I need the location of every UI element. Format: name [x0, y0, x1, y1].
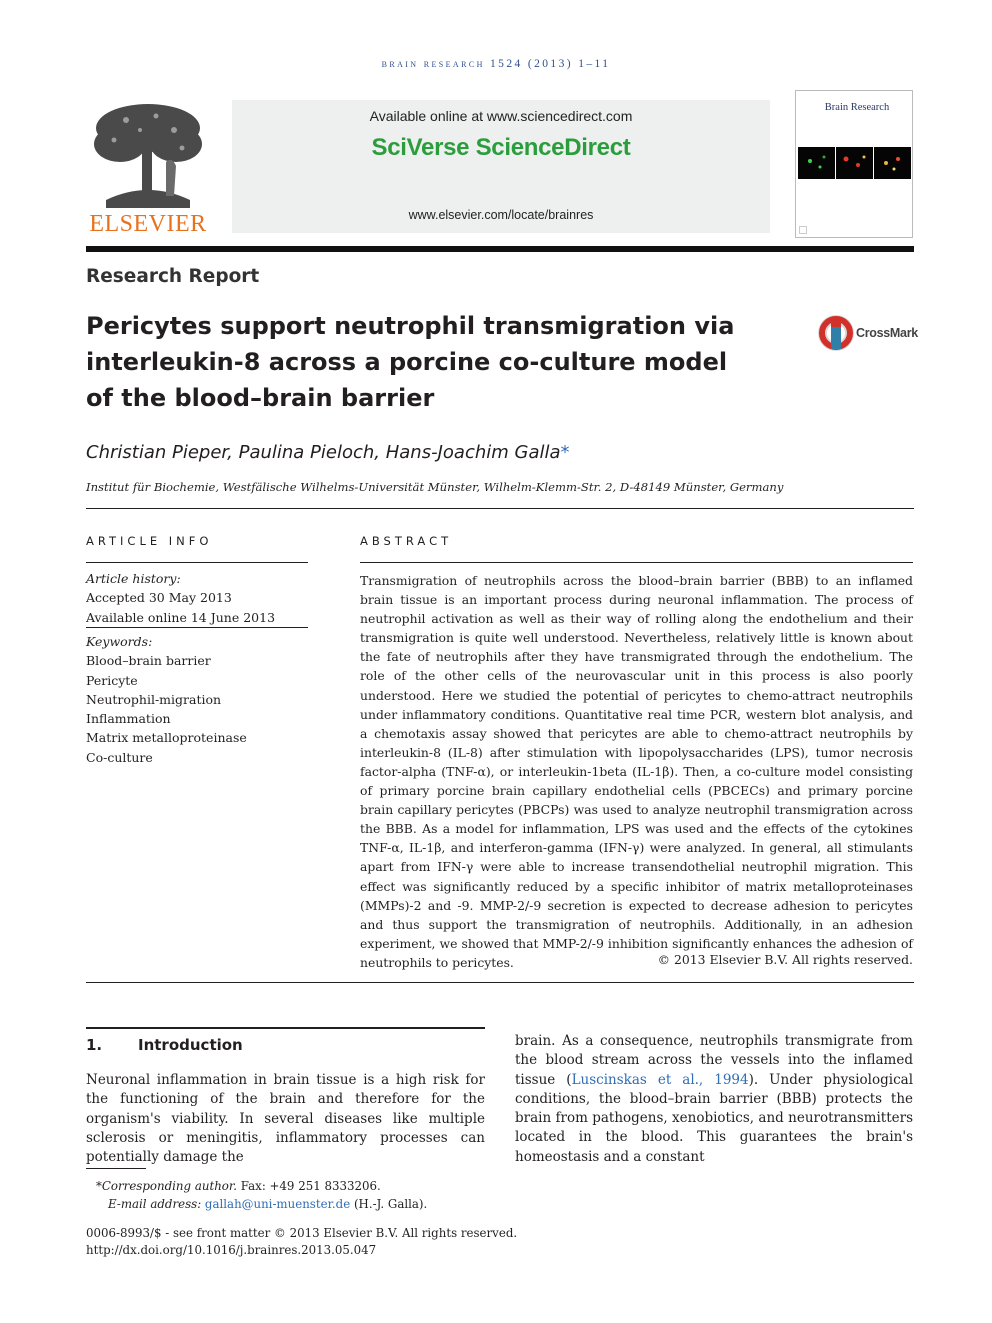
corresponding-author-marker[interactable]: * — [560, 442, 570, 463]
title-line: interleukin-8 across a porcine co-culture model — [86, 348, 728, 376]
sciencedirect-brand: SciVerse ScienceDirect — [371, 134, 631, 161]
issn-line: 0006-8993/$ - see front matter © 2013 Elsevier B.V. All rights reserved. — [86, 1226, 518, 1240]
email-label: E-mail address: — [108, 1197, 202, 1211]
article-history — [86, 569, 308, 627]
email-suffix: (H.-J. Galla). — [350, 1197, 428, 1211]
intro-text-before-citation: brain. As a consequence, neutrophils transmigrate from the blood stream across the vessels into the inflamed tissue ( — [515, 1033, 913, 1088]
introduction-right-column — [515, 1032, 913, 1167]
article-info-rule — [86, 562, 308, 563]
cover-mark — [799, 226, 807, 234]
keyword-item: Pericyte — [86, 672, 138, 688]
affiliation-rule — [86, 508, 914, 509]
keywords-rule — [86, 627, 308, 628]
section-number: 1. — [86, 1036, 103, 1054]
section-title: Introduction — [138, 1036, 243, 1054]
article-type: Research Report — [86, 266, 260, 287]
keywords-label: Keywords: — [86, 634, 153, 649]
keyword-item: Matrix metalloproteinase — [86, 730, 247, 746]
history-label: Article history: — [86, 571, 181, 586]
abstract-body: Transmigration of neutrophils across the blood–brain barrier (BBB) to an inflamed brain tissue is an important process during neuronal inflammation. The process of neutrophil activation as well as their way of rolling along the endothelium and their transmigration is quite well understood. Nevertheless, relatively little is known about the fate of neutrophils after they have transmigrated through the endothelium. The role of the other cells of the neurovascular unit in this process is also poorly understood. Here we studied the potential of pericytes to chemo-attract neutrophils under inflammatory conditions. Quantitative real time PCR, western blot analysis, and a chemotaxis assay showed that pericytes are able to chemo-attract neutrophils by interleukin-8 (IL-8) after stimulation with lipopolysaccharides (LPS), tumor necrosis factor-alpha (TNF-α), or interleukin-1beta (IL-1β). Then, a co-culture model consisting of primary porcine brain capillary endothelial cells (PBCECs) and primary porcine brain capillary pericytes (PBCPs) was used to analyze neutrophil transmigration across the BBB. As a model for inflammation, LPS was used and the effects of the cytokines TNF-α, IL-1β, and interferon-gamma (IFN-γ) were analyzed. In general, all stimulants apart from IFN-γ were able to increase transendothelial neutrophil migration. This effect was significantly reduced by a specific inhibitor of matrix metalloproteinases (MMPs)-2 and -9. MMP-2/-9 secretion is expected to decrease adhesion to pericytes and thus support the transmigration of neutrophils. Additionally, in an adhesion experiment, we showed that MMP-2/-9 inhibition significantly enhances the adhesion of neutrophils to pericytes. — [360, 573, 913, 970]
introduction-paragraph-continued — [515, 1032, 913, 1167]
article-info-heading: ARTICLE INFO — [86, 534, 213, 548]
footnote-rule — [86, 1168, 146, 1169]
available-online-text: Available online at www.sciencedirect.com — [369, 108, 633, 124]
accepted-date: Accepted 30 May 2013 — [86, 590, 232, 606]
keywords-block — [86, 632, 308, 767]
introduction-paragraph: Neuronal inflammation in brain tissue is a high risk for the functioning of the brain and therefore for the organism's viability. In several diseases like multiple sclerosis or meningitis, inflammatory processes can potentially damage the — [86, 1072, 485, 1166]
footnote-star: * — [96, 1179, 102, 1193]
cover-image-2 — [836, 147, 873, 179]
article-title — [86, 308, 766, 416]
authors-text: Christian Pieper, Paulina Pieloch, Hans-Joachim Galla — [86, 442, 561, 463]
corresponding-label: Corresponding author. — [101, 1179, 237, 1193]
title-line: of the blood–brain barrier — [86, 384, 435, 412]
introduction-left-column — [86, 1071, 485, 1167]
abstract-bottom-rule — [86, 982, 914, 983]
keyword-item: Neutrophil-migration — [86, 691, 222, 707]
introduction-rule — [86, 1027, 485, 1029]
citation-link[interactable]: Luscinskas et al., 1994 — [571, 1071, 749, 1088]
running-head: brain research 1524 (2013) 1–11 — [381, 58, 611, 70]
keyword-item: Co-culture — [86, 749, 153, 765]
header-rule — [86, 246, 914, 252]
available-online-date: Available online 14 June 2013 — [86, 609, 276, 625]
author-list — [86, 442, 570, 463]
email-footnote — [108, 1195, 427, 1213]
elsevier-wordmark: ELSEVIER — [89, 211, 207, 237]
abstract-rule — [360, 562, 913, 563]
intro-text-after-citation: ). Under physiological conditions, the blood–brain barrier (BBB) protects the brain from pathogens, xenobiotics, and neurotransmitters located in the blood. This guarantees the brain's homeostasis and a constant — [515, 1071, 914, 1165]
crossmark-icon[interactable] — [816, 313, 856, 353]
cover-image-1 — [798, 147, 835, 179]
keyword-item: Inflammation — [86, 711, 171, 727]
keyword-item: Blood–brain barrier — [86, 653, 211, 669]
introduction-heading — [86, 1036, 243, 1054]
fax-number: Fax: +49 251 8333206. — [237, 1179, 381, 1193]
email-link[interactable]: gallah@uni-muenster.de — [204, 1197, 351, 1211]
affiliation: Institut für Biochemie, Westfälische Wilhelms-Universität Münster, Wilhelm-Klemm-Str. 2, D-48149 Münster, Germany — [86, 480, 784, 494]
cover-title: Brain Research — [824, 102, 890, 113]
abstract-heading: ABSTRACT — [360, 534, 453, 548]
doi-link[interactable]: http://dx.doi.org/10.1016/j.brainres.2013.05.047 — [86, 1243, 377, 1257]
crossmark-label[interactable]: CrossMark — [856, 326, 918, 340]
title-line: Pericytes support neutrophil transmigration via — [86, 312, 735, 340]
cover-image-3 — [874, 147, 911, 179]
journal-url[interactable]: www.elsevier.com/locate/brainres — [408, 208, 594, 222]
abstract-copyright: © 2013 Elsevier B.V. All rights reserved. — [657, 952, 913, 967]
corresponding-author-footnote — [96, 1177, 381, 1195]
